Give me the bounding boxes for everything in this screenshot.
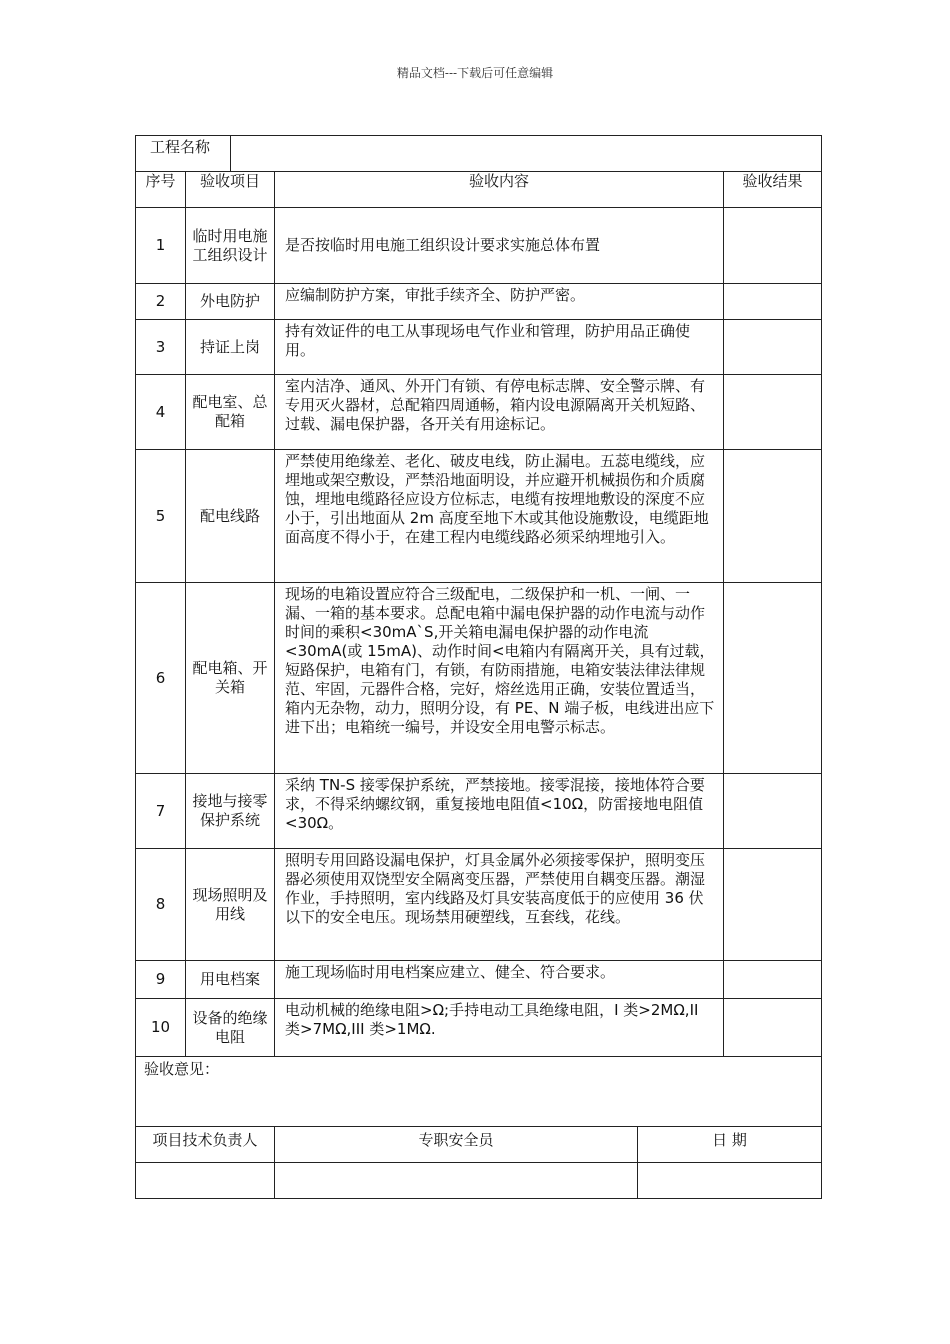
row-no: 3 [136,320,186,375]
project-name-value [231,136,822,172]
row-item: 外电防护 [186,284,275,320]
row-content: 现场的电箱设置应符合三级配电，二级保护和一机、一闸、一漏、一箱的基本要求。总配电箱中漏电保护器的动作电流与动作时间的乘积<30mA`S,开关箱电漏电保护器的动作电流<30mA(或 15mA)、动作时间<电箱内有隔离开关，具有过载，短路保护，电箱有门，有锁，有防雨措施，电箱安装法律法律规范、牢固，元器件合格，完好，熔丝选用正确，安装位置适当，箱内无杂物，动力，照明分设，有 PE、N 端子板，电线进出应下进下出；电箱统一编号，并设安全用电警示标志。 [275,583,724,774]
signature-value-row [136,1163,822,1199]
safety-officer-label: 专职安全员 [275,1127,638,1163]
table-row [136,284,822,320]
row-item: 临时用电施工组织设计 [186,208,275,284]
row-no: 5 [136,450,186,583]
row-item: 用电档案 [186,961,275,999]
row-no: 1 [136,208,186,284]
table-row [136,849,822,961]
acceptance-opinion-label: 验收意见： [136,1057,822,1127]
table-row [136,208,822,284]
safety-officer-signature-cell [275,1163,638,1199]
table-row [136,320,822,375]
row-result [724,999,822,1057]
table-row [136,774,822,849]
table-row [136,999,822,1057]
row-item: 持证上岗 [186,320,275,375]
row-content: 是否按临时用电施工组织设计要求实施总体布置 [275,208,724,284]
row-no: 7 [136,774,186,849]
row-result [724,375,822,450]
row-no: 9 [136,961,186,999]
row-content: 严禁使用绝缘差、老化、破皮电线，防止漏电。五蕊电缆线，应埋地或架空敷设，严禁沿地面明设，并应避开机械损伤和介质腐蚀，埋地电缆路径应设方位标志，电缆有按埋地敷设的深度不应小于，引出地面从 2m 高度至地下木或其他设施敷设，电缆距地面高度不得小于，在建工程内电缆线路必须采纳埋地引入。 [275,450,724,583]
col-header-item: 验收项目 [186,172,275,208]
row-content: 施工现场临时用电档案应建立、健全、符合要求。 [275,961,724,999]
row-item: 配电箱、开关箱 [186,583,275,774]
row-item: 配电线路 [186,450,275,583]
acceptance-form-table [135,135,822,1199]
row-item: 配电室、总配箱 [186,375,275,450]
table-row [136,375,822,450]
row-result [724,450,822,583]
tech-lead-label: 项目技术负责人 [136,1127,275,1163]
row-content: 室内洁净、通风、外开门有锁、有停电标志牌、安全警示牌、有专用灭火器材，总配箱四周通畅，箱内设电源隔离开关机短路、过载、漏电保护器，各开关有用途标记。 [275,375,724,450]
row-no: 8 [136,849,186,961]
table-row [136,583,822,774]
table-row [136,450,822,583]
project-row [136,136,822,172]
header-row [136,172,822,208]
signature-header-row [136,1127,822,1163]
page-header: 精品文档---下载后可任意编辑 [396,66,554,80]
project-name-label: 工程名称 [136,136,231,172]
row-content: 应编制防护方案，审批手续齐全、防护严密。 [275,284,724,320]
table-row [136,961,822,999]
row-content: 持有效证件的电工从事现场电气作业和管理，防护用品正确使用。 [275,320,724,375]
row-result [724,583,822,774]
col-header-result: 验收结果 [724,172,822,208]
col-header-no: 序号 [136,172,186,208]
opinion-row [136,1057,822,1127]
row-item: 设备的绝缘电阻 [186,999,275,1057]
date-label: 日 期 [638,1127,822,1163]
row-result [724,961,822,999]
row-result [724,849,822,961]
row-result [724,320,822,375]
row-no: 10 [136,999,186,1057]
row-item: 接地与接零保护系统 [186,774,275,849]
row-no: 2 [136,284,186,320]
tech-lead-signature-cell [136,1163,275,1199]
row-result [724,774,822,849]
row-no: 4 [136,375,186,450]
date-value-cell [638,1163,822,1199]
row-content: 电动机械的绝缘电阻>Ω;手持电动工具绝缘电阻，I 类>2MΩ,II 类>7MΩ,III 类>1MΩ. [275,999,724,1057]
row-content: 照明专用回路设漏电保护，灯具金属外必须接零保护，照明变压器必须使用双饶型安全隔离变压器，严禁使用自耦变压器。潮湿作业，手持照明，室内线路及灯具安装高度低于的应使用 36 伏以下的安全电压。现场禁用硬塑线，互套线，花线。 [275,849,724,961]
col-header-content: 验收内容 [275,172,724,208]
row-content: 采纳 TN-S 接零保护系统，严禁接地。接零混接，接地体符合要求，不得采纳螺纹钢，重复接地电阻值<10Ω，防雷接地电阻值<30Ω。 [275,774,724,849]
row-result [724,208,822,284]
row-item: 现场照明及用线 [186,849,275,961]
row-no: 6 [136,583,186,774]
row-result [724,284,822,320]
